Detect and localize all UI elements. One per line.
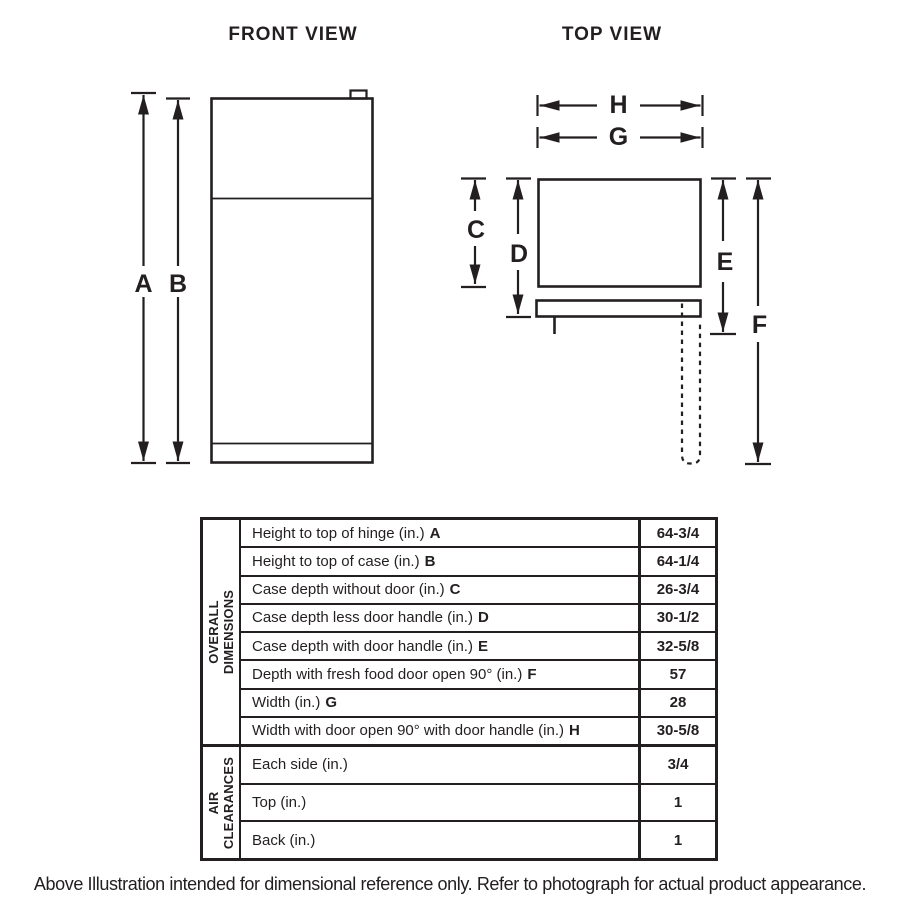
table-row <box>241 718 715 744</box>
dim-label-d: D <box>509 240 529 268</box>
top-view-door <box>537 301 701 317</box>
top-view-title: TOP VIEW <box>561 24 663 45</box>
front-view <box>131 24 373 463</box>
row-label: Case depth with door handle (in.) <box>252 637 473 655</box>
row-label: Width with door open 90° with door handle (in.) <box>252 722 565 740</box>
row-value: 32-5/8 <box>638 633 715 659</box>
row-label: Back (in.) <box>252 831 316 849</box>
top-view <box>461 24 771 464</box>
row-dimension-letter: D <box>477 609 489 627</box>
top-view-door-open-dashed-outline <box>682 304 700 464</box>
front-view-title: FRONT VIEW <box>228 24 358 45</box>
top-view-case-outline <box>539 180 701 287</box>
dim-label-g: G <box>608 123 629 151</box>
arrowhead-up <box>138 95 149 115</box>
section-header-line: CLEARANCES <box>221 756 236 849</box>
section-header-overall-dimensions <box>203 520 241 744</box>
arrowhead-down <box>470 265 481 285</box>
table-row <box>241 822 715 858</box>
arrowhead-down <box>138 442 149 462</box>
dim-line-g <box>538 123 703 151</box>
table-row <box>241 520 715 548</box>
arrowhead-up <box>718 180 729 200</box>
arrowhead-up <box>470 180 481 200</box>
row-dimension-letter: A <box>429 524 441 542</box>
row-value: 26-3/4 <box>638 577 715 603</box>
dim-label-h: H <box>609 91 628 119</box>
row-dimension-letter: G <box>325 694 338 712</box>
row-value: 3/4 <box>638 747 715 783</box>
arrowhead-left <box>540 132 560 143</box>
row-value: 57 <box>638 661 715 687</box>
row-value: 1 <box>638 822 715 858</box>
section-header-line: AIR <box>206 791 221 815</box>
row-label: Case depth without door (in.) <box>252 581 445 599</box>
front-view-cabinet-outline <box>212 99 373 463</box>
section-header-line: OVERALL <box>206 600 221 664</box>
table-row <box>241 633 715 661</box>
row-label: Each side (in.) <box>252 756 348 774</box>
table-row <box>241 690 715 718</box>
disclaimer-text: Above Illustration intended for dimensional reference only. Refer to photograph for actual product appearance. <box>33 874 867 894</box>
row-dimension-letter: H <box>569 722 580 740</box>
section-header-line: DIMENSIONS <box>221 589 236 675</box>
dimensions-table <box>200 517 718 861</box>
dim-line-e <box>710 179 736 335</box>
row-label: Height to top of case (in.) <box>252 552 420 570</box>
row-dimension-letter: F <box>527 665 537 683</box>
table-row <box>241 785 715 823</box>
dim-line-a <box>131 93 156 463</box>
row-label: Depth with fresh food door open 90° (in.) <box>252 665 523 683</box>
row-value: 64-1/4 <box>638 548 715 574</box>
dim-label-e: E <box>716 248 734 276</box>
arrowhead-up <box>513 180 524 200</box>
table-row <box>241 577 715 605</box>
dim-label-a: A <box>134 270 153 298</box>
dim-label-f: F <box>751 311 768 339</box>
arrowhead-up <box>173 100 184 120</box>
arrowhead-down <box>718 313 729 333</box>
row-dimension-letter: B <box>424 552 436 570</box>
arrowhead-down <box>173 442 184 462</box>
table-row <box>241 548 715 576</box>
section-header-air-clearances <box>203 747 241 858</box>
dim-line-c <box>461 179 486 288</box>
row-label: Height to top of hinge (in.) <box>252 524 425 542</box>
row-label: Top (in.) <box>252 794 307 811</box>
table-row <box>241 747 715 785</box>
dim-line-f <box>745 179 771 465</box>
row-value: 30-1/2 <box>638 605 715 631</box>
dim-line-d <box>506 179 531 318</box>
arrowhead-up <box>753 180 764 200</box>
row-label: Case depth less door handle (in.) <box>252 609 473 627</box>
dim-line-b <box>166 99 190 464</box>
arrowhead-right <box>681 132 701 143</box>
row-label: Width (in.) <box>252 694 321 712</box>
row-value: 30-5/8 <box>638 718 715 744</box>
row-value: 1 <box>638 785 715 821</box>
row-value: 64-3/4 <box>638 520 715 546</box>
table-row <box>241 661 715 689</box>
arrowhead-left <box>540 100 560 111</box>
arrowhead-down <box>513 295 524 315</box>
row-value: 28 <box>638 690 715 716</box>
arrowhead-down <box>753 443 764 463</box>
row-dimension-letter: E <box>477 637 488 655</box>
dim-line-h <box>538 91 703 119</box>
section-overall-dimensions <box>203 520 715 747</box>
dim-label-b: B <box>168 270 188 298</box>
section-air-clearances <box>203 747 715 858</box>
table-row <box>241 605 715 633</box>
arrowhead-right <box>681 100 701 111</box>
row-dimension-letter: C <box>449 581 461 599</box>
dim-label-c: C <box>466 216 486 244</box>
